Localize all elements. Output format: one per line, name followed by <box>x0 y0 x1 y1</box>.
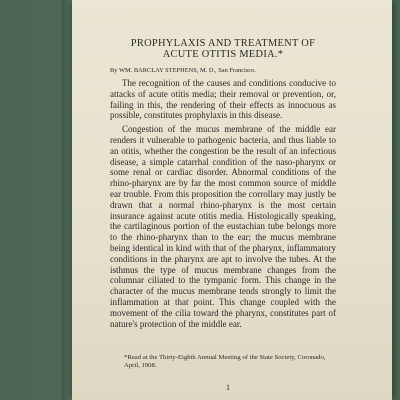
title-line-2: ACUTE OTITIS MEDIA.* <box>162 49 284 60</box>
paragraph-1: The recognition of the causes and conditions conducive to attacks of acute otitis media; their removal or prevention, or, failing in this, the rendering of their effects as innocuous as possible, constitutes prophylaxis in this disease. <box>110 78 336 121</box>
footnote: *Read at the Thirty-Eighth Annual Meeting of the State Society, Coronado, April, 1908. <box>124 354 326 369</box>
article-title <box>110 38 336 60</box>
title-line-1: PROPHYLAXIS AND TREATMENT OF <box>130 38 316 49</box>
page-number: 1 <box>226 383 230 392</box>
paragraph-2: Congestion of the mucus membrane of the middle ear renders it vulnerable to pathogenic bacteria, and thus liable to an otitis, whether the congestion be the result of an infectious disease, a simple catarrhal condition of the naso-pharynx or some renal or cardiac disorder. Abnormal conditions of the rhino-pharynx are by far the most common source of middle ear trouble. From this proposition the corrollary may justly be drawn that a normal rhino-pharynx is the most certain insurance against acute otitis media. Histologically speaking, the cartilaginous portion of the eustachian tube belongs more to the rhino-pharynx than to the ear; the mucus membrane being identical in kind with that of the pharynx, inflammatory conditions in the pharynx are apt to involve the tubes. At the isthmus the type of mucus membrane changes from the columnar ciliated to the tympanic form. This change in the character of the mucus membrane tends strongly to limit the inflammation at that point. This change coupled with the movement of the cilia toward the pharynx, constitutes part of nature's protection of the middle ear. <box>110 124 336 329</box>
author-byline: By WM. BARCLAY STEPHENS, M. D., San Francisco. <box>110 67 256 74</box>
article-body <box>110 38 336 329</box>
